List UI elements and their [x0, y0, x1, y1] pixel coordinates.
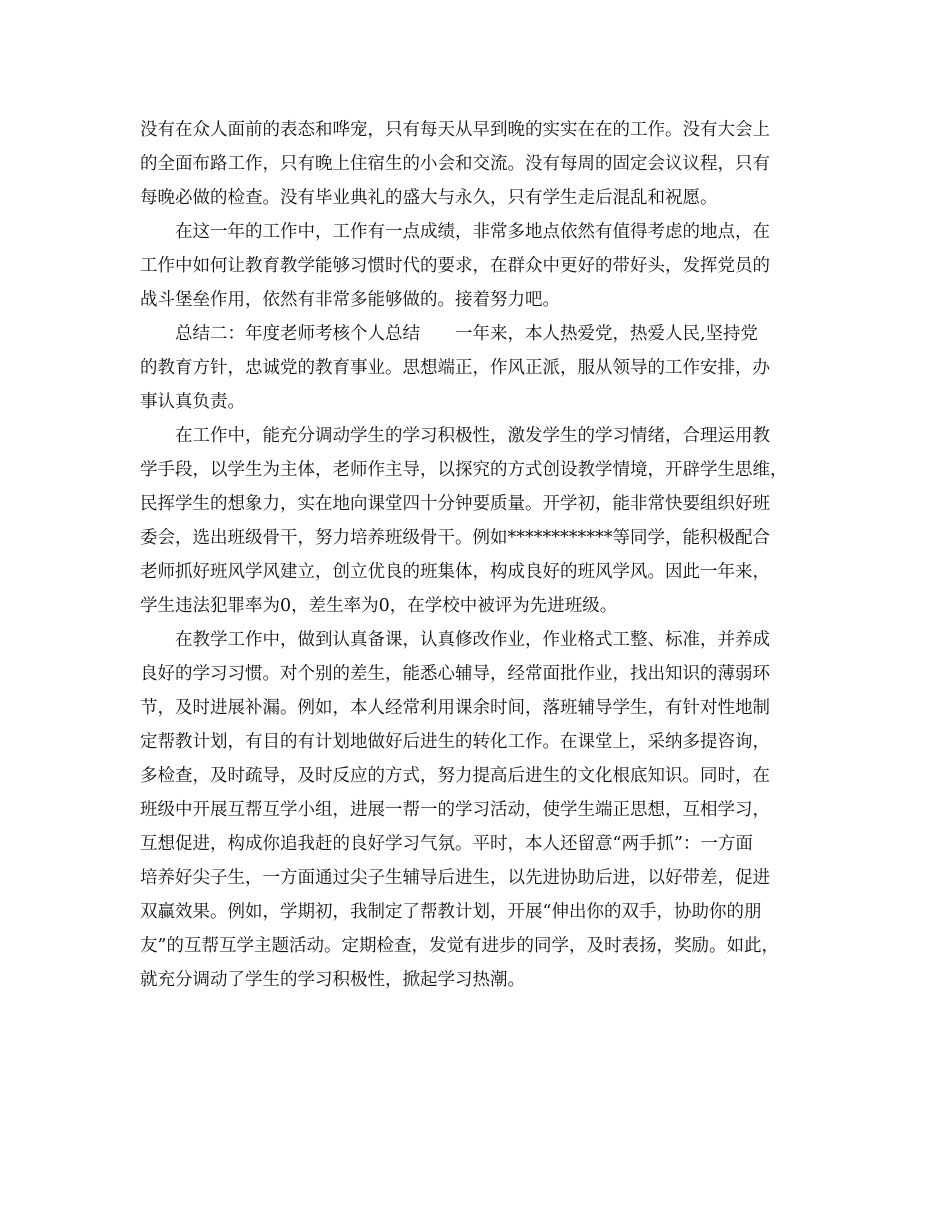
text-line: 在教学工作中，做到认真备课，认真修改作业，作业格式工整、标准，并养成 — [140, 630, 770, 650]
text-line: 委会，选出班级骨干，努力培养班级骨干。例如************等同学，能积极配合 — [140, 528, 770, 548]
text-line: 就充分调动了学生的学习积极性，掀起学习热潮。 — [140, 970, 525, 990]
text-line: 良好的学习习惯。对个别的差生，能悉心辅导，经常面批作业，找出知识的薄弱环 — [140, 664, 770, 684]
text-line: 没有在众人面前的表态和哗宠，只有每天从早到晚的实实在在的工作。没有大会上 — [140, 120, 770, 140]
text-line: 民挥学生的想象力，实在地向课堂四十分钟要质量。开学初，能非常快要组织好班 — [140, 494, 770, 514]
text-line: 战斗堡垒作用，依然有非常多能够做的。接着努力吧。 — [140, 290, 560, 310]
text-line: 在这一年的工作中，工作有一点成绩，非常多地点依然有值得考虑的地点，在 — [140, 222, 770, 242]
text-line: 事认真负责。 — [140, 392, 245, 412]
text-line: 友”的互帮互学主题活动。定期检查，发觉有进步的同学，及时表扬，奖励。如此， — [140, 936, 779, 956]
text-line: 定帮教计划，有目的有计划地做好后进生的转化工作。在课堂上，采纳多提咨询， — [140, 732, 770, 752]
text-line: 的教育方针，忠诚党的教育事业。思想端正，作风正派，服从领导的工作安排，办 — [140, 358, 770, 378]
text-line: 学手段，以学生为主体，老师作主导，以探究的方式创设教学情境，开辟学生思维， — [140, 460, 788, 480]
text-line: 工作中如何让教育教学能够习惯时代的要求，在群众中更好的带好头，发挥党员的 — [140, 256, 770, 276]
text-line: 每晚必做的检查。没有毕业典礼的盛大与永久，只有学生走后混乱和祝愿。 — [140, 188, 718, 208]
text-line: 老师抓好班风学风建立，创立优良的班集体，构成良好的班风学风。因此一年来， — [140, 562, 770, 582]
text-line: 在工作中，能充分调动学生的学习积极性，激发学生的学习情绪，合理运用教 — [140, 426, 770, 446]
text-line: 总结二：年度老师考核个人总结 一年来，本人热爱党，热爱人民,坚持党 — [140, 324, 759, 344]
document-body — [140, 113, 820, 997]
text-line: 多检查，及时疏导，及时反应的方式，努力提高后进生的文化根底知识。同时，在 — [140, 766, 770, 786]
text-line: 互想促进，构成你追我赶的良好学习气氛。平时，本人还留意“两手抓”：一方面 — [140, 834, 753, 854]
text-line: 节，及时进展补漏。例如，本人经常利用课余时间，落班辅导学生，有针对性地制 — [140, 698, 770, 718]
text-line: 的全面布路工作，只有晚上住宿生的小会和交流。没有每周的固定会议议程，只有 — [140, 154, 770, 174]
text-line: 双赢效果。例如，学期初，我制定了帮教计划，开展“伸出你的双手，协助你的朋 — [140, 902, 762, 922]
text-line: 培养好尖子生，一方面通过尖子生辅导后进生，以先进协助后进，以好带差，促进 — [140, 868, 770, 888]
text-line: 学生违法犯罪率为0，差生率为0，在学校中被评为先进班级。 — [140, 596, 618, 616]
text-line: 班级中开展互帮互学小组，进展一帮一的学习活动，使学生端正思想，互相学习， — [140, 800, 770, 820]
